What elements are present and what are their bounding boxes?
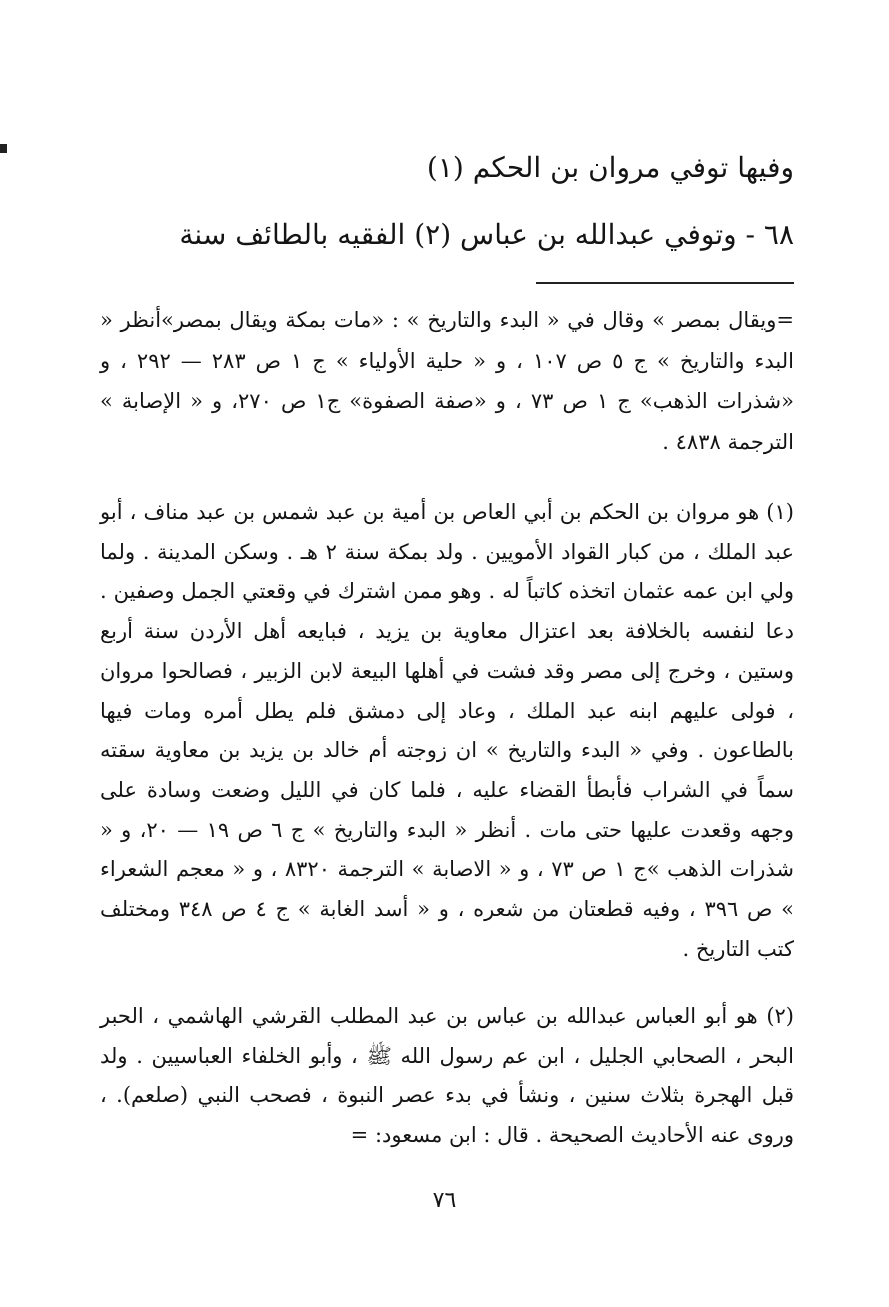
footnote-continuation-text: =ويقال بمصر » وقال في « البدء والتاريخ » : «مات بمكة ويقال بمصر»أنظر « البدء والتاريخ » ج ٥ ص ١٠٧ ، و « حلية الأولياء » ج ١ ص ٢٨٣ — ٢٩٢ ، و «شذرات الذهب» ج ١ ص ٧٣ ، و «صفة الصفوة» ج١ ص ٢٧٠، و « الإصابة » الترجمة ٤٨٣٨ . <box>100 308 794 454</box>
page-number: ٧٦ <box>432 1188 457 1213</box>
main-text-line-2: ٦٨ - وتوفي عبدالله بن عباس (٢) الفقيه بالطائف سنة <box>179 218 794 251</box>
footnote-1 <box>100 493 794 969</box>
footnote-divider <box>536 282 794 284</box>
scan-edge-mark <box>0 144 7 153</box>
footnote-2-text: (٢) هو أبو العباس عبدالله بن عباس بن عبد المطلب القرشي الهاشمي ، الحبر البحر ، الصحابي الجليل ، ابن عم رسول الله ﷺ ، وأبو الخلفاء العباسيين . ولد قبل الهجرة بثلاث سنين ، ونشأ في بدء عصر النبوة ، فصحب النبي (صلعم). ، وروى عنه الأحاديث الصحيحة . قال : ابن مسعود: = <box>100 1004 794 1147</box>
main-text-line-1: وفيها توفي مروان بن الحكم (١) <box>426 151 794 184</box>
footnote-2 <box>100 997 794 1155</box>
footnote-continuation <box>100 300 794 462</box>
footnote-1-text: (١) هو مروان بن الحكم بن أبي العاص بن أمية بن عبد شمس بن عبد مناف ، أبو عبد الملك ، من كبار القواد الأمويين . ولد بمكة سنة ٢ هـ . وسكن المدينة . ولما ولي ابن عمه عثمان اتخذه كاتباً له . وهو ممن اشترك في وقعتي الجمل وصفين . دعا لنفسه بالخلافة بعد اعتزال معاوية بن يزيد ، فبايعه أهل الأردن سنة أربع وستين ، وخرج إلى مصر وقد فشت في أهلها البيعة لابن الزبير ، فصالحوا مروان ، فولى عليهم ابنه عبد الملك ، وعاد إلى دمشق فلم يطل أمره ومات فيها بالطاعون . وفي « البدء والتاريخ » ان زوجته أم خالد بن يزيد بن معاوية سقته سماً في الشراب فأبطأ القضاء عليه ، فلما كان في الليل وضعت وسادة على وجهه وقعدت عليها حتى مات . أنظر « البدء والتاريخ » ج ٦ ص ١٩ — ٢٠، و « شذرات الذهب »ج ١ ص ٧٣ ، و « الاصابة » الترجمة ٨٣٢٠ ، و « معجم الشعراء » ص ٣٩٦ ، وفيه قطعتان من شعره ، و « أسد الغابة » ج ٤ ص ٣٤٨ ومختلف كتب التاريخ . <box>100 500 794 961</box>
